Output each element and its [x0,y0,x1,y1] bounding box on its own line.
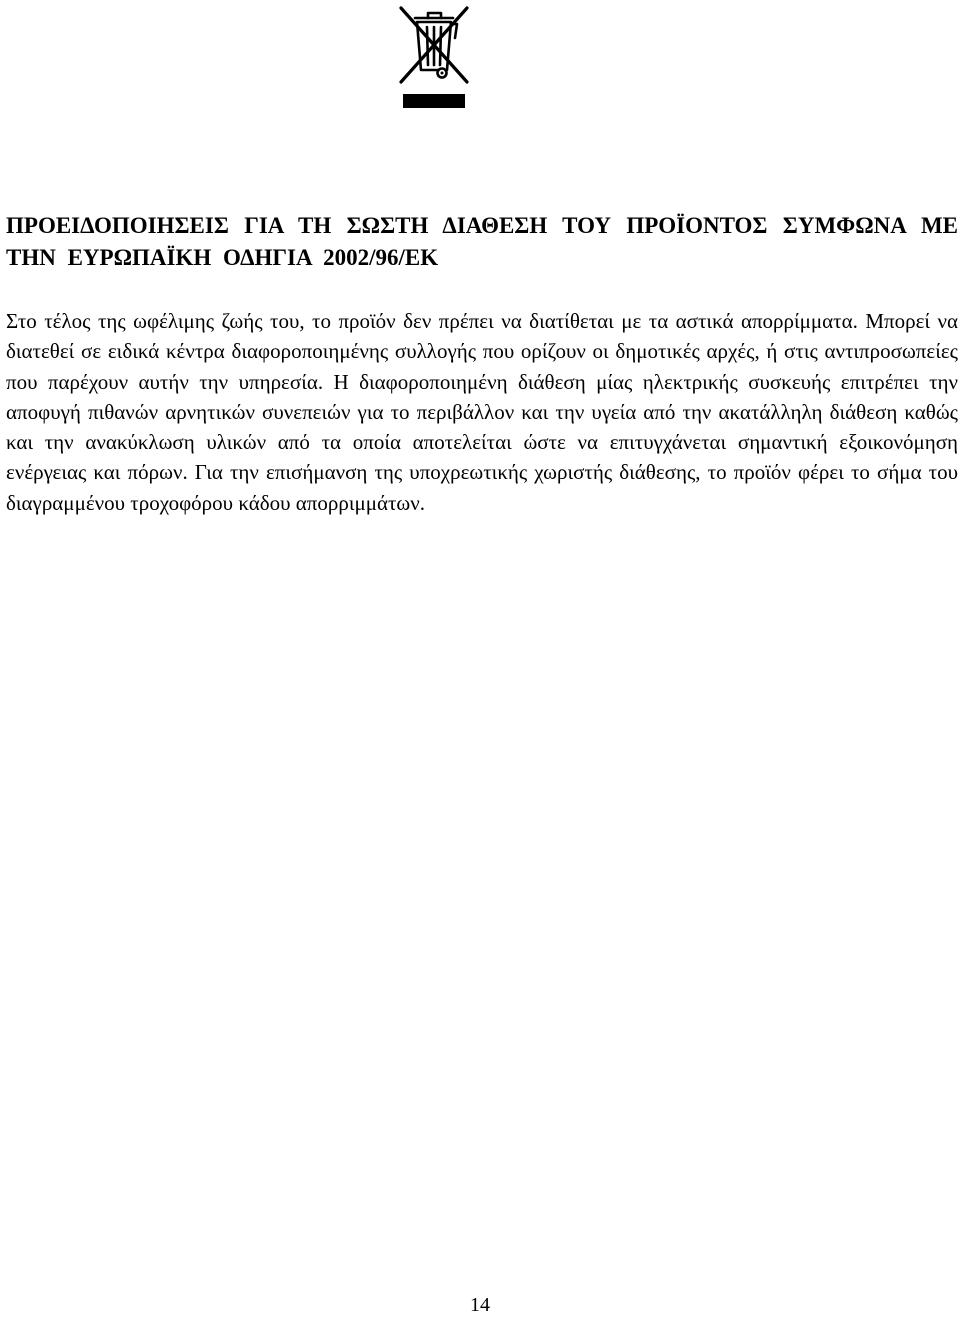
crossed-out-wheelie-bin-icon [397,2,471,110]
weee-logo [397,2,471,110]
page-number: 14 [470,1294,490,1316]
disposal-paragraph: Στο τέλος της ωφέλιμης ζωής του, το προϊόν δεν πρέπει να διατίθεται με τα αστικά απορρίμματα. Μπορεί να διατεθεί σε ειδικά κέντρα διαφοροποιημένης συλλογής που ορίζουν οι δημοτικές αρχές, ή στις αντιπροσωπείες που παρέχουν αυτήν την υπηρεσία. Η διαφοροποιημένη διάθεση μίας ηλεκτρικής συσκευής επιτρέπει την αποφυγή πιθανών αρνητικών συνεπειών για το περιβάλλον και την υγεία από την ακατάλληλη διάθεση καθώς και την ανακύκλωση υλικών από τα οποία αποτελείται ώστε να επιτυγχάνεται σημαντική εξοικονόμηση ενέργειας και πόρων. Για την επισήμανση της υποχρεωτικής χωριστής διάθεσης, το προϊόν φέρει το σήμα του διαγραμμένου τροχοφόρου κάδου απορριμμάτων. [6,309,958,515]
document-heading: ΠΡΟΕΙΔΟΠΟΙΗΣΕΙΣ ΓΙΑ ΤΗ ΣΩΣΤΗ ΔΙΑΘΕΣΗ ΤΟΥ ΠΡΟΪΟΝΤΟΣ ΣΥΜΦΩΝΑ ΜΕ ΤΗΝ ΕΥΡΩΠΑΪΚΗ ΟΔΗΓΙΑ 2002/96/ΕΚ [6,213,958,270]
